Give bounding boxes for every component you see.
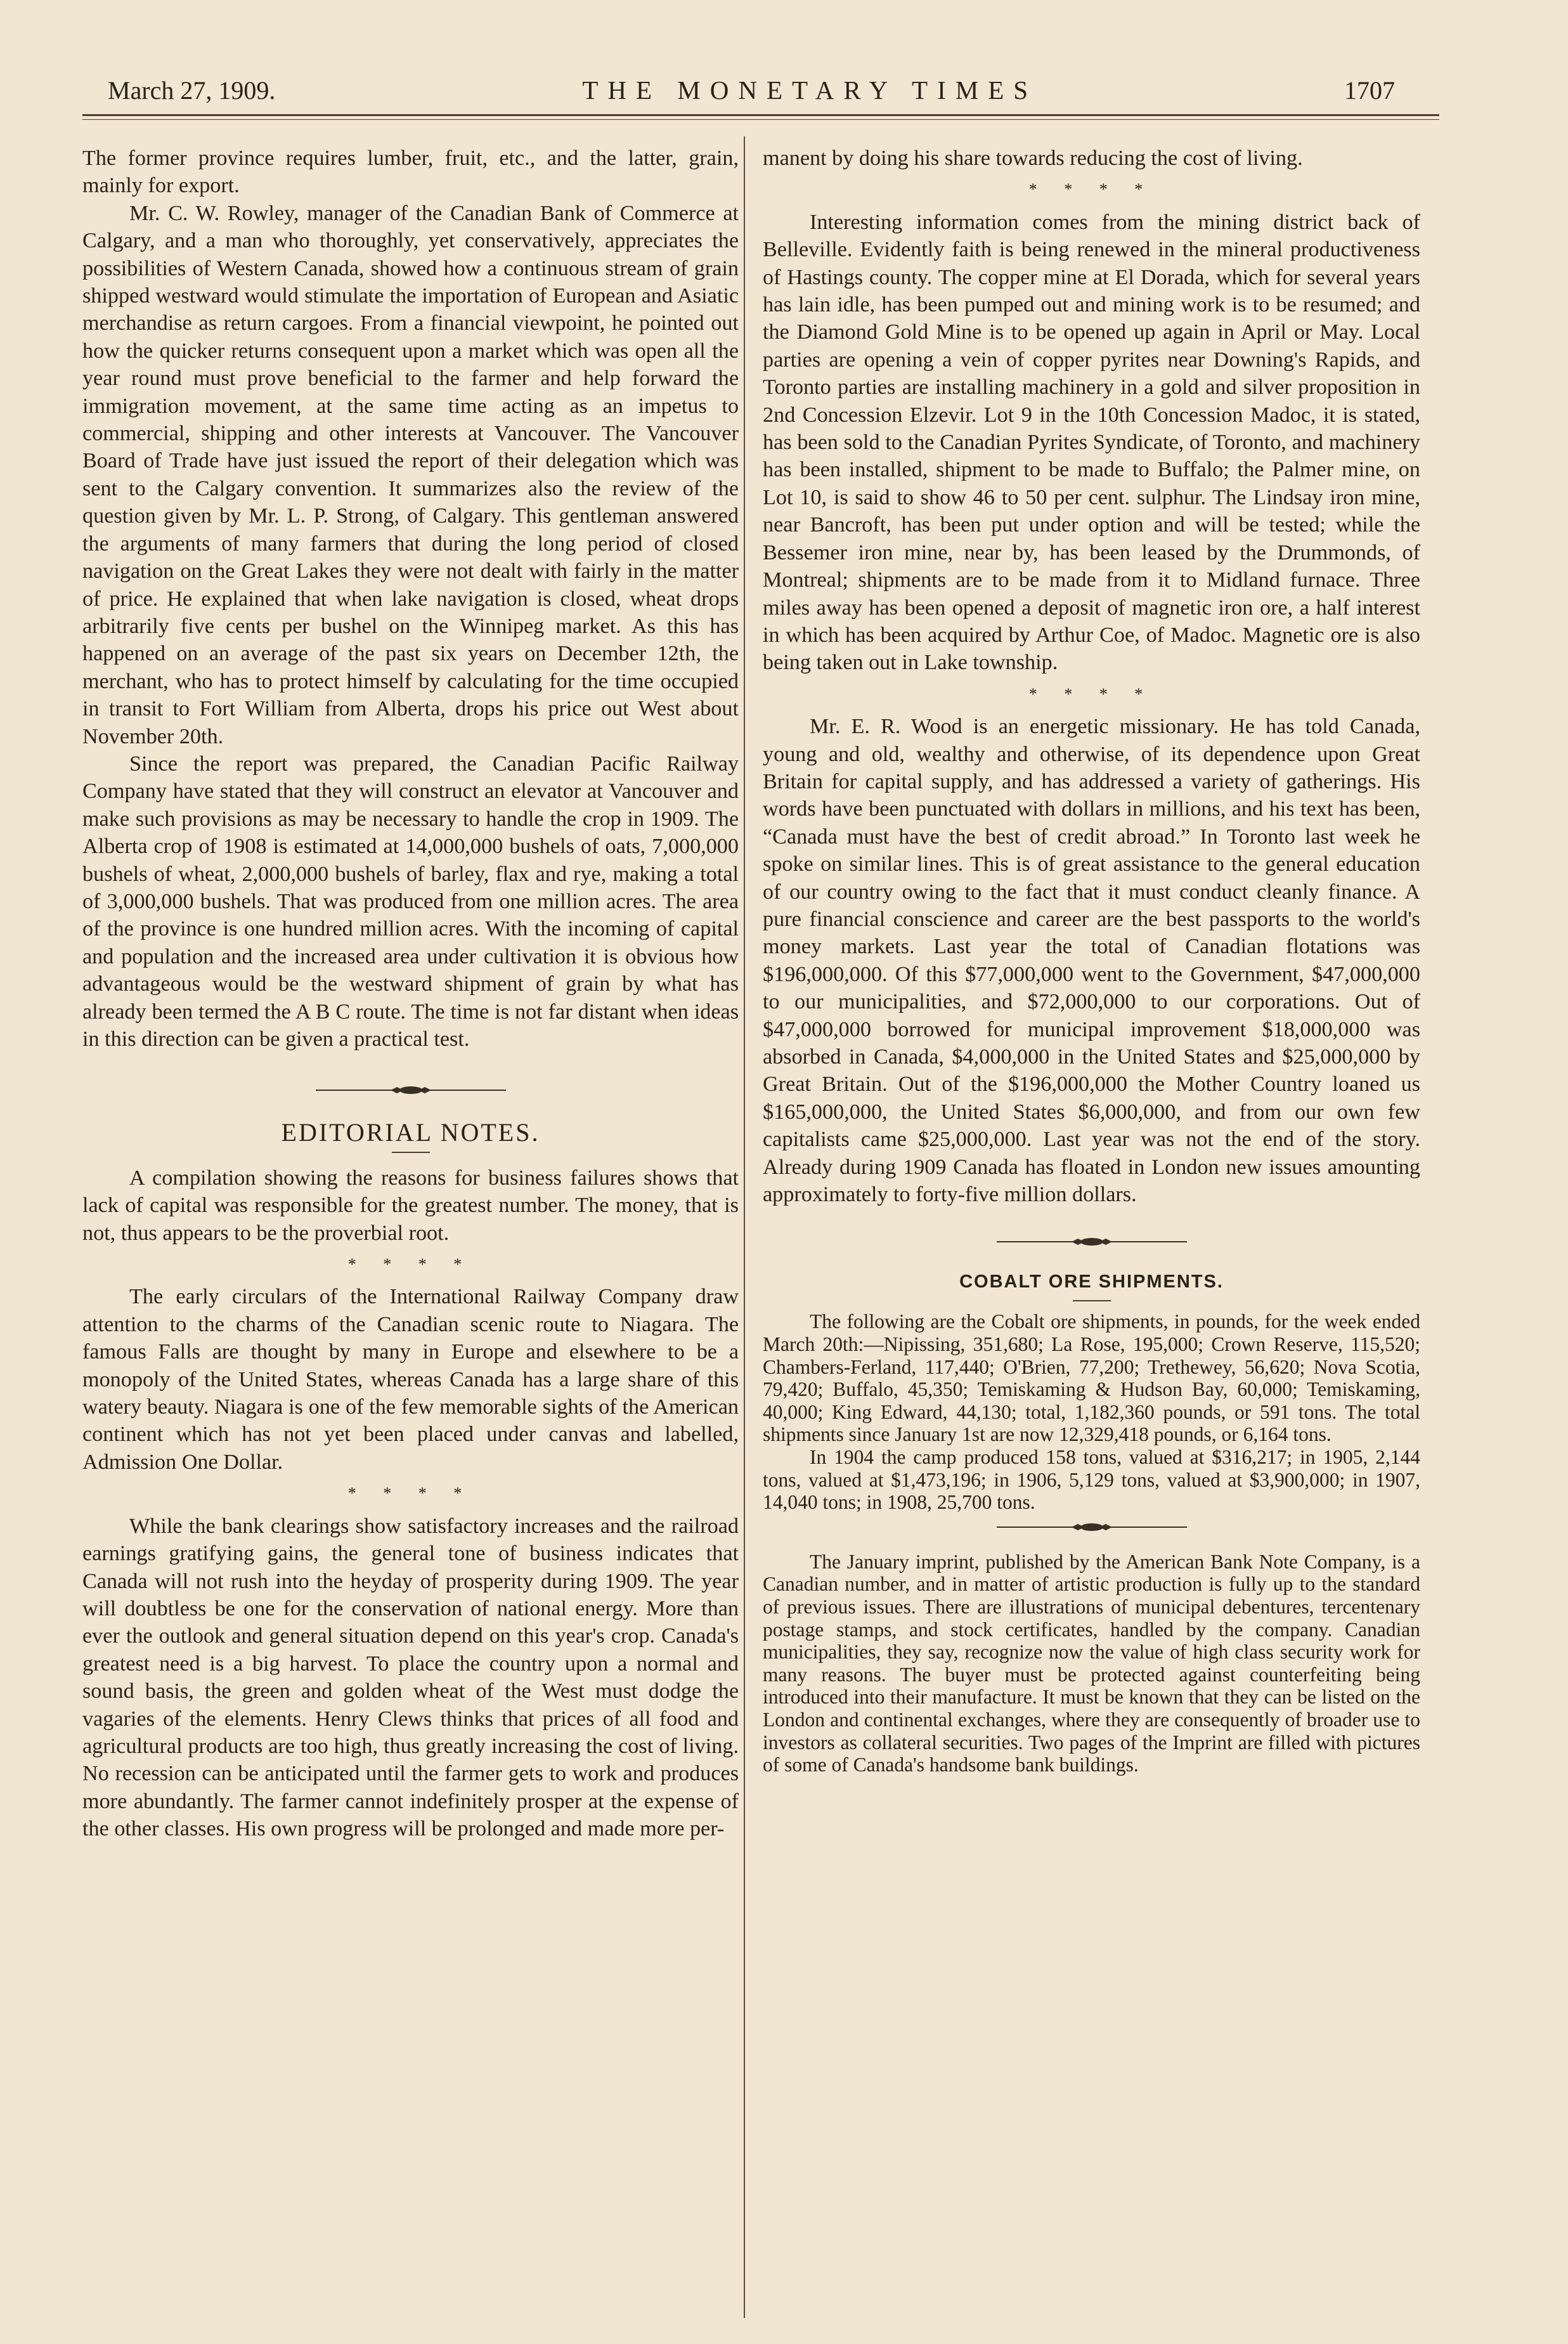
paragraph: A compilation showing the reasons for business failures shows that lack of capital was responsible for the greatest number. The money, that is not, thus appears to be the proverbial root. [82, 1166, 739, 1245]
paragraph: manent by doing his share towards reducing the cost of living. [763, 146, 1303, 170]
paragraph: The January imprint, published by the American Bank Note Company, is a Canadian number, and in matter of artistic production is fully up to the standard of previous issues. There are illustrations of municipal debentures, tercentenary postage stamps, and stock certificates, handled by the company. Canadian municipalities, they say, recognize now the value of high class security work for many reasons. The buyer must be protected against counterfeiting being introduced into their manufacture. It must be known that they can be listed on the London and continental exchanges, where they are consequently of broader use to investors as collateral securities. Two pages of the Imprint are filled with pictures of some of Canada's handsome bank buildings. [763, 1550, 1420, 1776]
section-stars: * * * * [347, 1255, 474, 1274]
ornamental-divider [997, 1237, 1187, 1246]
section-stars: * * * * [1028, 180, 1155, 199]
section-stars: * * * * [347, 1484, 474, 1503]
section-stars: * * * * [1028, 684, 1155, 703]
paragraph: The following are the Cobalt ore shipments, in pounds, for the week ended March 20th:—Nipissing, 351,680; La Rose, 195,000; Crown Reserve, 115,520; Chambers-Ferland, 117,440; O'Brien, 77,200; Trethewey, 56,620; Nova Scotia, 79,420; Buffalo, 45,350; Temiskaming & Hudson Bay, 60,000; Temiskaming, 40,000; King Edward, 44,130; total, 1,182,360 pounds, or 591 tons. The total shipments since January 1st are now 12,329,418 pounds, or 6,164 tons. [763, 1310, 1420, 1446]
paragraph: Since the report was prepared, the Canadian Pacific Railway Company have stated that they will construct an elevator at Vancouver and make such provisions as may be necessary to handle the crop in 1909. The Alberta crop of 1908 is estimated at 14,000,000 bushels of oats, 7,000,000 bushels of wheat, 2,000,000 bushels of barley, flax and rye, making a total of 3,000,000 bushels. That was produced from one million acres. The area of the province is one hundred million acres. With the incoming of capital and population and the increased area under cultivation it is obvious how advantageous would be the westward shipment of grain by what has already been termed the A B C route. The time is not far distant when ideas in this direction can be given a practical test. [82, 752, 739, 1051]
ornamental-divider [997, 1523, 1187, 1532]
paragraph: In 1904 the camp produced 158 tons, valued at $316,217; in 1905, 2,144 tons, valued at $1,473,196; in 1906, 5,129 tons, valued at $3,900,000; in 1907, 14,040 tons; in 1908, 25,700 tons. [763, 1446, 1420, 1514]
header-rule [82, 114, 1439, 116]
issue-date: March 27, 1909. [108, 76, 276, 105]
header-rule-thin [82, 119, 1439, 120]
paragraph: Mr. C. W. Rowley, manager of the Canadian Bank of Commerce at Calgary, and a man who thoroughly, yet conservatively, appreciates the possibilities of Western Canada, showed how a continuous stream of grain shipped westward would stimulate the importation of European and Asiatic merchandise as return cargoes. From a financial viewpoint, he pointed out how the quicker returns consequent upon a market which was open all the year round must prove beneficial to the farmer and help forward the immigration movement, at the same time acting as an impetus to commercial, shipping and other interests at Vancouver. The Vancouver Board of Trade have just issued the report of their delegation which was sent to the Calgary convention. It summarizes also the review of the question given by Mr. L. P. Strong, of Calgary. This gentleman answered the arguments of many farmers that during the long period of closed navigation on the Great Lakes they were not dealt with fairly in the matter of price. He explained that when lake navigation is closed, wheat drops arbitrarily five cents per bushel on the Winnipeg market. As this has happened on an average of the past six years on December 12th, the merchant, who has to protect himself by calculating for the time occupied in transit to Fort William from Alberta, drops his price out West about November 20th. [82, 201, 739, 748]
paragraph: The early circulars of the International Railway Company draw attention to the charms of the Canadian scenic route to Niagara. The famous Falls are thought by many in Europe and elsewhere to be a monopoly of the United States, whereas Canada has a large share of this watery beauty. Niagara is one of the few memorable sights of the American continent which has not yet been placed under canvas and labelled, Admission One Dollar. [82, 1285, 739, 1474]
right-column [763, 145, 1420, 1776]
page-number: 1707 [1344, 76, 1395, 105]
left-column [82, 145, 739, 1843]
editorial-notes-heading: EDITORIAL NOTES. [281, 1118, 540, 1147]
paragraph: Mr. E. R. Wood is an energetic missionary. He has told Canada, young and old, wealthy and otherwise, of its dependence upon Great Britain for capital supply, and has addressed a variety of gatherings. His words have been punctuated with dollars in millions, and his text has been, “Canada must have the best of credit abroad.” In Toronto last week he spoke on similar lines. This is of great assistance to the general education of our country owing to the fact that it must conduct cleanly finance. A pure financial conscience and career are the best passports to the world's money markets. Last year the total of Canadian flotations was $196,000,000. Of this $77,000,000 went to the Government, $47,000,000 to our municipalities, and $72,000,000 to our corporations. Out of $47,000,000 borrowed for municipal improvement $18,000,000 was absorbed in Canada, $4,000,000 in the United States and $25,000,000 by Great Britain. Out of the $196,000,000 the Mother Country loaned us $165,000,000, the United States $6,000,000, and from our own few capitalists came $25,000,000. Last year was not the end of the story. Already during 1909 Canada has floated in London new issues amounting approximately to forty-five million dollars. [763, 715, 1420, 1207]
heading-underline [392, 1152, 430, 1153]
column-divider [744, 136, 745, 2318]
paragraph: Interesting information comes from the mining district back of Belleville. Evidently faith is being renewed in the mineral productiveness of Hastings county. The copper mine at El Dorada, which for several years has lain idle, has been pumped out and mining work is to be resumed; and the Diamond Gold Mine is to be opened up again in April or May. Local parties are opening a vein of copper pyrites near Downing's Rapids, and Toronto parties are installing machinery in a gold and silver proposition in 2nd Concession Elzevir. Lot 9 in the 10th Concession Madoc, it is stated, has been sold to the Canadian Pyrites Syndicate, of Toronto, and machinery has been installed, shipment to be made to Buffalo; the Palmer mine, on Lot 10, is said to show 46 to 50 per cent. sulphur. The Lindsay iron mine, near Bancroft, has been put under option and will be tested; while the Bessemer iron mine, near by, has been leased by the Drummonds, of Montreal; shipments are to be made from it to Midland furnace. Three miles away has been opened a deposit of magnetic iron ore, a half interest in which has been acquired by Arthur Coe, of Madoc. Magnetic ore is also being taken out in Lake township. [763, 210, 1420, 675]
paragraph: The former province requires lumber, fruit, etc., and the latter, grain, mainly for export. [82, 146, 739, 198]
cobalt-shipments-heading: COBALT ORE SHIPMENTS. [959, 1272, 1224, 1292]
ornamental-divider [316, 1086, 506, 1095]
heading-underline [1073, 1300, 1111, 1301]
paragraph: While the bank clearings show satisfactory increases and the railroad earnings gratifying gains, the general tone of business indicates that Canada will not rush into the heyday of prosperity during 1909. The year will doubtless be one for the conservation of national energy. More than ever the outlook and general situation depend on this year's crop. Canada's greatest need is a big harvest. To place the country upon a normal and sound basis, the green and golden wheat of the West must dodge the vagaries of the elements. Henry Clews thinks that prices of all food and agricultural products are too high, thus greatly increasing the cost of living. No recession can be anticipated until the farmer gets to work and produces more abundantly. The farmer cannot indefinitely prosper at the expense of the other classes. His own progress will be prolonged and made more per- [82, 1514, 739, 1841]
publication-title: THE MONETARY TIMES [582, 75, 1038, 105]
page-header [108, 75, 1395, 105]
